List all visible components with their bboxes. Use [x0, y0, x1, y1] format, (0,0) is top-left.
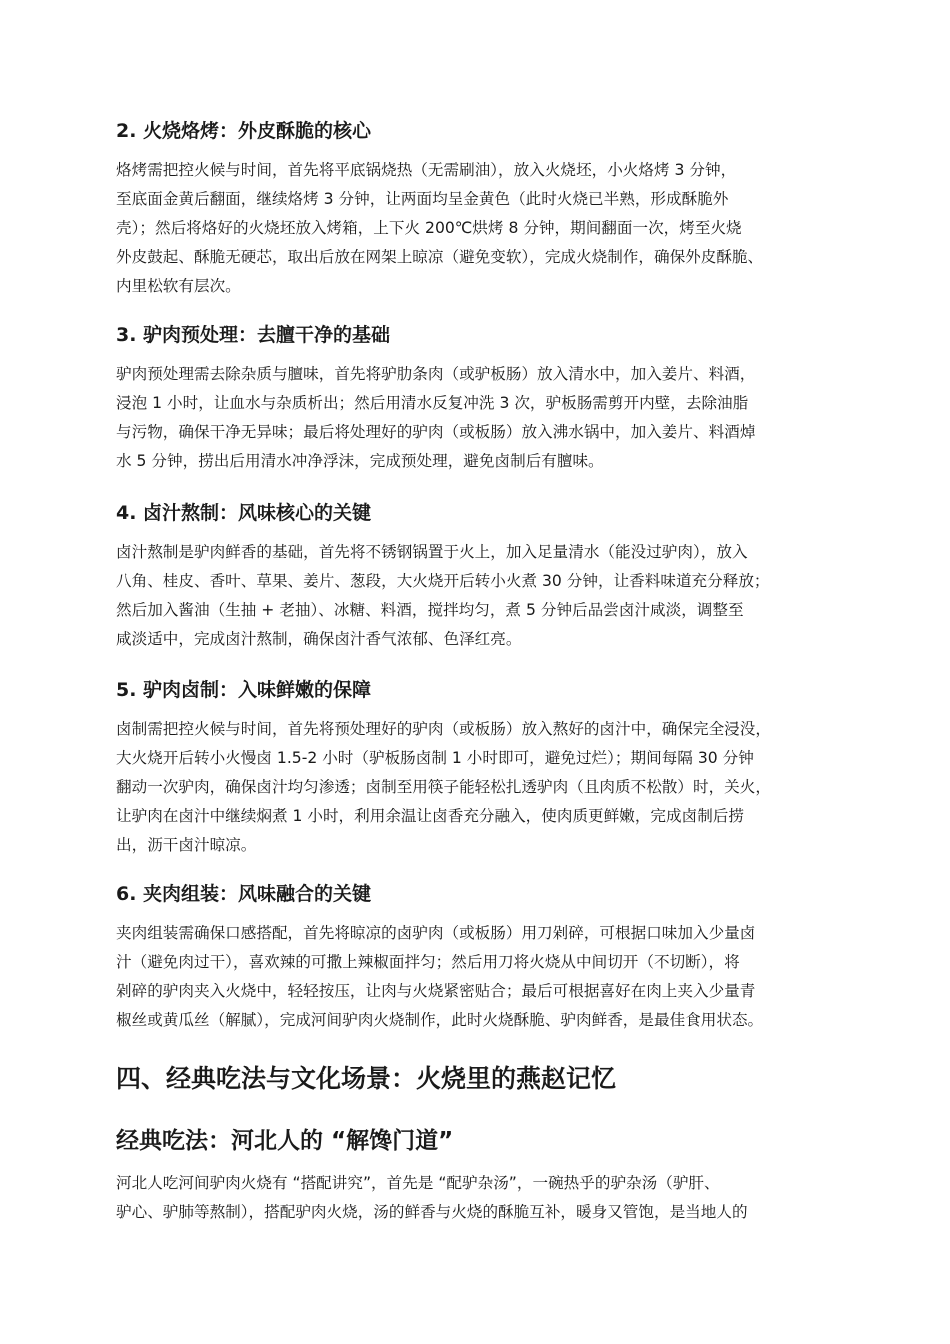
- section-heading: 4. 卤汁熬制：风味核心的关键: [116, 502, 372, 524]
- section-meat-braise: [116, 677, 856, 860]
- section-paragraph: 卤汁熬制是驴肉鲜香的基础，首先将不锈钢锅置于火上，加入足量清水（能没过驴肉），放入 八角、桂皮、香叶、草果、姜片、葱段，大火烧开后转小火煮 30 分钟，让香料味道充分释放； 然后加入酱油（生抽 + 老抽）、冰糖、料酒，搅拌均匀，煮 5 分钟后品尝卤汁咸淡，调整至 咸淡适中，完成卤汁熬制，确保卤汁香气浓郁、色泽红亮。: [116, 543, 770, 648]
- chapter-paragraph: 河北人吃河间驴肉火烧有 “搭配讲究”，首先是 “配驴杂汤”，一碗热乎的驴杂汤（驴肝、 驴心、驴肺等熬制），搭配驴肉火烧，汤的鲜香与火烧的酥脆互补，暖身又管饱，是当地人的: [116, 1174, 748, 1221]
- section-paragraph: 烙烤需把控火候与时间，首先将平底锅烧热（无需刷油），放入火烧坯，小火烙烤 3 分钟， 至底面金黄后翻面，继续烙烤 3 分钟，让两面均呈金黄色（此时火烧已半熟，形成酥脆外 壳）；然后将烙好的火烧坯放入烤箱，上下火 200℃烘烤 8 分钟，期间翻面一次，烤至火烧 外皮鼓起、酥脆无硬芯，取出后放在网架上晾凉（避免变软），完成火烧制作，确保外皮酥脆、 内里松软有层次。: [116, 161, 764, 295]
- section-fire-bake: [116, 118, 856, 301]
- chapter-title: 四、经典吃法与文化场景：火烧里的燕赵记忆: [116, 1064, 617, 1093]
- section-brine-boil: [116, 500, 856, 654]
- section-paragraph: 驴肉预处理需去除杂质与膻味，首先将驴肋条肉（或驴板肠）放入清水中，加入姜片、料酒， 浸泡 1 小时，让血水与杂质析出；然后用清水反复冲洗 3 次，驴板肠需剪开内壁，去除油脂 与污物，确保干净无异味；最后将处理好的驴肉（或板肠）放入沸水锅中，加入姜片、料酒焯 水 5 分钟，捞出后用清水冲净浮沫，完成预处理，避免卤制后有膻味。: [116, 365, 756, 470]
- section-assembly: [116, 881, 856, 1035]
- subsection-heading: 经典吃法：河北人的 “解馋门道”: [116, 1128, 454, 1154]
- section-paragraph: 卤制需把控火候与时间，首先将预处理好的驴肉（或板肠）放入熬好的卤汁中，确保完全浸没， 大火烧开后转小火慢卤 1.5-2 小时（驴板肠卤制 1 小时即可，避免过烂）；期间每隔 30 分钟 翻动一次驴肉，确保卤汁均匀渗透；卤制至用筷子能轻松扎透驴肉（且肉质不松散）时，关火， 让驴肉在卤汁中继续焖煮 1 小时，利用余温让卤香充分融入，使肉质更鲜嫩，完成卤制后捞 出，沥干卤汁晾凉。: [116, 720, 771, 854]
- section-heading: 3. 驴肉预处理：去膻干净的基础: [116, 324, 391, 346]
- section-heading: 6. 夹肉组装：风味融合的关键: [116, 883, 372, 905]
- section-paragraph: 夹肉组装需确保口感搭配，首先将晾凉的卤驴肉（或板肠）用刀剁碎，可根据口味加入少量卤 汁（避免肉过干），喜欢辣的可撒上辣椒面拌匀；然后用刀将火烧从中间切开（不切断），将 剁碎的驴肉夹入火烧中，轻轻按压，让肉与火烧紧密贴合；最后可根据喜好在肉上夹入少量青 椒丝或黄瓜丝（解腻），完成河间驴肉火烧制作，此时火烧酥脆、驴肉鲜香，是最佳食用状态。: [116, 924, 764, 1029]
- section-heading: 5. 驴肉卤制：入味鲜嫩的保障: [116, 679, 372, 701]
- section-heading: 2. 火烧烙烤：外皮酥脆的核心: [116, 120, 372, 142]
- section-meat-prep: [116, 322, 856, 476]
